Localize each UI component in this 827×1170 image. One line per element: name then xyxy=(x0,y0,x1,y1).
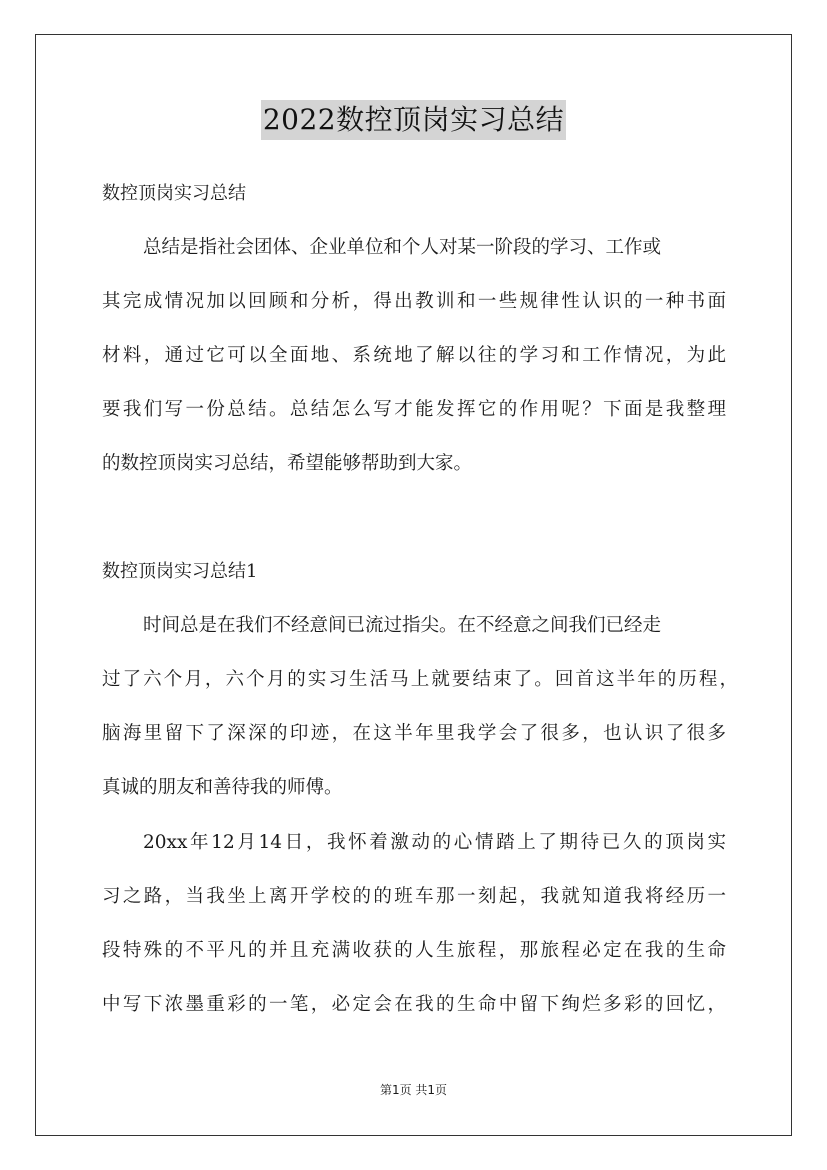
para2-line-2: 习之路，当我坐上离开学校的的班车那一刻起，我就知道我将经历一 xyxy=(102,886,726,907)
document-title: 2022数控顶岗实习总结 xyxy=(261,100,566,140)
para2-line-1: 20xx年12月14日，我怀着激动的心情踏上了期待已久的顶岗实 xyxy=(143,832,726,853)
para2-line-3: 段特殊的不平凡的并且充满收获的人生旅程，那旅程必定在我的生命 xyxy=(102,940,726,961)
intro-line-4: 要我们写一份总结。总结怎么写才能发挥它的作用呢？下面是我整理 xyxy=(102,399,726,420)
intro-line-2: 其完成情况加以回顾和分析，得出教训和一些规律性认识的一种书面 xyxy=(102,291,726,312)
page-footer: 第1页 共1页 xyxy=(379,1083,448,1097)
para1-line-1: 时间总是在我们不经意间已流过指尖。在不经意之间我们已经走 xyxy=(143,615,662,636)
para1-line-3: 脑海里留下了深深的印迹，在这半年里我学会了很多，也认识了很多 xyxy=(102,723,726,744)
intro-line-1: 总结是指社会团体、企业单位和个人对某一阶段的学习、工作或 xyxy=(143,237,662,258)
para1-line-4: 真诚的朋友和善待我的师傅。 xyxy=(102,777,343,798)
title-container xyxy=(0,100,827,140)
intro-line-5: 的数控顶岗实习总结，希望能够帮助到大家。 xyxy=(102,453,473,474)
section-heading: 数控顶岗实习总结1 xyxy=(102,561,258,582)
document-subtitle: 数控顶岗实习总结 xyxy=(102,183,246,204)
para2-line-4: 中写下浓墨重彩的一笔，必定会在我的生命中留下绚烂多彩的回忆， xyxy=(102,994,726,1015)
intro-line-3: 材料，通过它可以全面地、系统地了解以往的学习和工作情况，为此 xyxy=(102,345,726,366)
para1-line-2: 过了六个月，六个月的实习生活马上就要结束了。回首这半年的历程， xyxy=(102,669,738,690)
